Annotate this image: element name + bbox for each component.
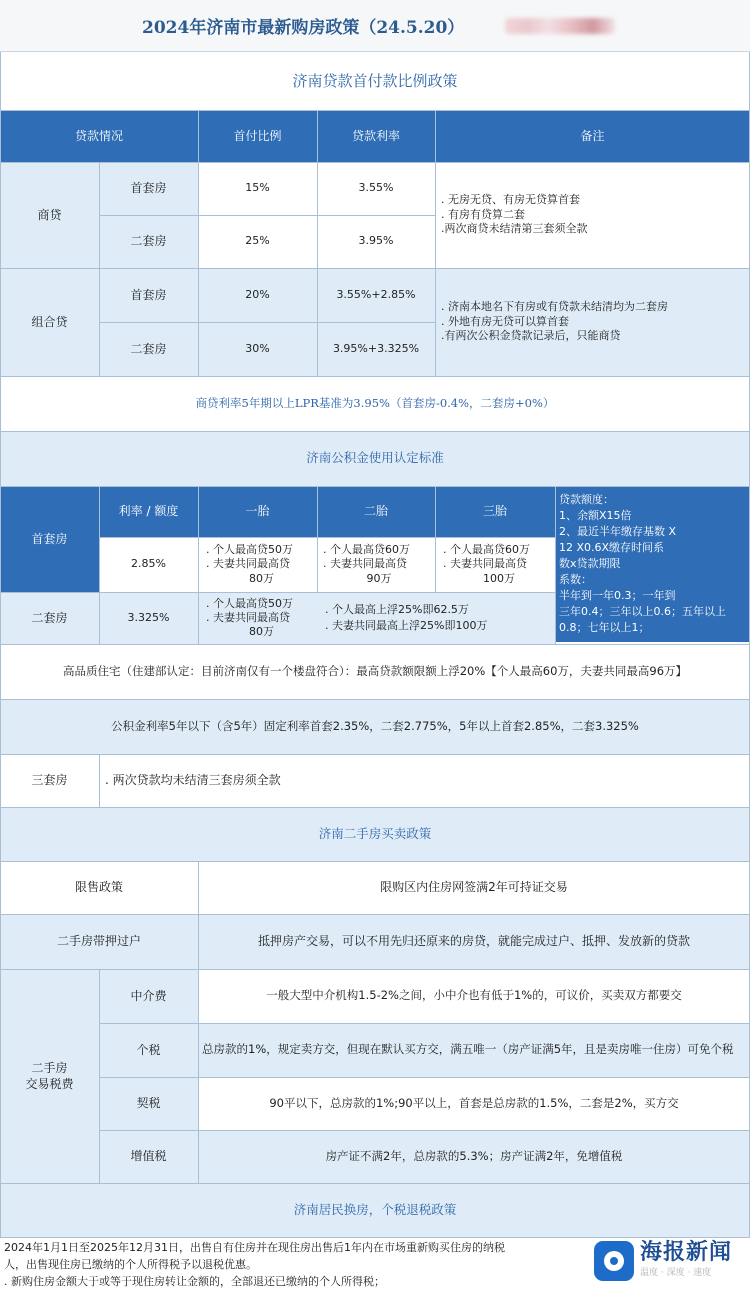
col-rate: 贷款利率 — [317, 110, 435, 162]
note-line: . 无房无贷、有房无贷算首套 — [441, 192, 580, 206]
section-loan-header: 济南贷款首付款比例政策 — [0, 52, 750, 110]
commercial-first-rate: 3.55% — [317, 162, 435, 215]
grid-line — [555, 486, 556, 644]
tax-vat-text: 房产证不满2年，总房款的5.3%；房产证满2年，免增值税 — [198, 1130, 750, 1183]
grid-line — [99, 486, 100, 644]
cell-line: . 夫妻共同最高贷 — [323, 557, 407, 571]
grid-line — [0, 431, 750, 432]
commercial-second-down: 25% — [198, 215, 317, 268]
combo-second-type: 二套房 — [99, 322, 198, 376]
cell-line: . 个人最高贷60万 — [443, 543, 530, 557]
cell-line: 100万 — [483, 571, 515, 585]
resale-limit-text: 限购区内住房网签满2年可持证交易 — [198, 861, 750, 914]
fund-first-child1 — [198, 537, 317, 592]
tax-income-label: 个税 — [99, 1023, 198, 1077]
commercial-first-down: 15% — [198, 162, 317, 215]
commercial-second-rate: 3.95% — [317, 215, 435, 268]
grid-line — [0, 861, 750, 862]
col-down-payment: 首付比例 — [198, 110, 317, 162]
lpr-note: 商贷利率5年期以上LPR基准为3.95%（首套房-0.4%，二套房+0%） — [0, 376, 750, 431]
col-loan-type: 贷款情况 — [0, 110, 198, 162]
tax-label-line: 交易税费 — [25, 1077, 74, 1091]
grid-line — [0, 162, 750, 163]
cell-line: 90万 — [366, 571, 392, 585]
cell-line: . 个人最高上浮25%即62.5万 — [325, 602, 469, 616]
grid-line — [99, 322, 435, 323]
blurred-watermark — [505, 18, 615, 34]
fund-second-child1 — [198, 592, 317, 644]
refund-text — [0, 1237, 750, 1291]
cell-line: . 个人最高贷50万 — [206, 543, 293, 557]
quota-line: 12 X0.6X缴存时间系 — [559, 541, 665, 555]
grid-line — [0, 807, 750, 808]
quota-line: 半年到一年0.3；一年到 — [559, 588, 676, 602]
col-third-child: 三胎 — [435, 486, 555, 537]
cell-line: . 夫妻共同最高贷 — [206, 557, 290, 571]
grid-line — [198, 110, 199, 376]
quality-housing-note: 高品质住宅（住建部认定：目前济南仅有一个楼盘符合）：最高贷款额限额上浮20%【个人最高60万，夫妻共同最高96万】 — [0, 644, 750, 699]
fund-first-label: 首套房 — [0, 486, 99, 592]
grid-line — [0, 969, 750, 970]
tax-group-label — [0, 969, 99, 1183]
combo-loan-label: 组合贷 — [0, 268, 99, 376]
tax-deed-label: 契税 — [99, 1077, 198, 1130]
tax-deed-text: 90平以下，总房款的1%;90平以上，首套是总房款的1.5%，二套是2%，买方交 — [198, 1077, 750, 1130]
grid-line — [198, 486, 199, 644]
mortgage-transfer-text: 抵押房产交易，可以不用先归还原来的房贷，就能完成过户、抵押、发放新的贷款 — [198, 914, 750, 969]
grid-line — [317, 486, 318, 592]
resale-limit-label: 限售政策 — [0, 861, 198, 914]
quota-line: 三年0.4；三年以上0.6；五年以上 — [559, 604, 726, 618]
grid-line — [99, 969, 100, 1183]
section-resale-header: 济南二手房买卖政策 — [0, 807, 750, 861]
cell-line: 80万 — [249, 625, 274, 639]
grid-line — [317, 110, 318, 376]
quota-line: 数x贷款期限 — [559, 557, 621, 571]
col-second-child: 二胎 — [317, 486, 435, 537]
grid-line — [0, 268, 750, 269]
refund-line: . 新购住房金额大于或等于现住房转让金额的，全部退还已缴纳的个人所得税； — [4, 1275, 385, 1288]
page-title-text: 2024年济南市最新购房政策（24.5.20） — [142, 18, 465, 38]
cell-line: . 个人最高贷50万 — [206, 596, 293, 610]
note-line: . 有房有贷算二套 — [441, 207, 525, 221]
grid-line — [99, 162, 100, 376]
fund-first-child3 — [435, 537, 555, 592]
grid-line — [0, 699, 750, 700]
cell-line: . 夫妻共同最高贷 — [206, 610, 290, 624]
grid-line — [0, 754, 750, 755]
note-line: .两次商贷未结清第三套须全款 — [441, 222, 588, 236]
commercial-first-type: 首套房 — [99, 162, 198, 215]
cell-line: . 个人最高贷60万 — [323, 543, 410, 557]
quota-line: 2、最近半年缴存基数 X — [559, 525, 677, 539]
refund-line: 人，出售现住房已缴纳的个人所得税予以退税优惠。 — [4, 1258, 257, 1271]
grid-line — [0, 110, 750, 111]
fund-first-rate: 2.85% — [99, 537, 198, 592]
col-notes: 备注 — [435, 110, 750, 162]
fund-rate-col: 利率 / 额度 — [99, 486, 198, 537]
combo-second-rate: 3.95%+3.325% — [317, 322, 435, 376]
quota-line: 0.8；七年以上1； — [559, 620, 650, 634]
cell-line: 80万 — [249, 571, 274, 585]
grid-line — [435, 110, 436, 376]
mortgage-transfer-label: 二手房带押过户 — [0, 914, 198, 969]
section-refund-header: 济南居民换房，个税退税政策 — [0, 1183, 750, 1237]
combo-first-down: 20% — [198, 268, 317, 322]
grid-line — [198, 861, 199, 1183]
quota-line: 贷款额度： — [559, 493, 614, 507]
col-first-child: 一胎 — [198, 486, 317, 537]
grid-line — [99, 1023, 750, 1024]
commercial-notes — [435, 162, 750, 268]
watermark-text — [640, 1240, 748, 1284]
commercial-loan-label: 商贷 — [0, 162, 99, 268]
grid-line — [0, 1237, 750, 1238]
grid-line — [0, 52, 1, 1237]
page-title — [0, 0, 750, 52]
note-line: .有两次公积金贷款记录后，只能商贷 — [441, 329, 621, 343]
combo-first-rate: 3.55%+2.85% — [317, 268, 435, 322]
third-house-text: . 两次贷款均未结清三套房须全款 — [99, 754, 750, 807]
watermark-name: 海报新闻 — [640, 1240, 733, 1265]
cell-line: . 夫妻共同最高贷 — [443, 557, 527, 571]
grid-line — [0, 376, 750, 377]
tax-income-text: 总房款的1%，规定卖方交，但现在默认买方交，满五唯一（房产证满5年，且是卖房唯一住房）可免个税 — [198, 1023, 750, 1077]
grid-line — [0, 914, 750, 915]
grid-line — [99, 754, 100, 807]
fund-first-child2 — [317, 537, 435, 592]
watermark-tagline: 温度 · 深度 · 速度 — [640, 1268, 712, 1278]
grid-line — [99, 1130, 750, 1131]
refund-line: 2024年1月1日至2025年12月31日，出售自有住房并在现住房出售后1年内在市场重新购买住房的纳税 — [4, 1241, 505, 1254]
fund-second-child23 — [317, 592, 555, 644]
fund-quota-box — [555, 486, 750, 642]
note-line: . 外地有房无贷可以算首套 — [441, 314, 569, 328]
fund-rate-note: 公积金利率5年以下（含5年）固定利率首套2.35%，二套2.775%，5年以上首套2.85%，二套3.325% — [0, 699, 750, 754]
grid-line — [99, 215, 435, 216]
quota-line: 1、余额X15倍 — [559, 509, 632, 523]
combo-first-type: 首套房 — [99, 268, 198, 322]
tax-agent-text: 一般大型中介机构1.5-2%之间，小中介也有低于1%的，可议价，买卖双方都要交 — [198, 969, 750, 1023]
quota-line: 系数： — [559, 572, 592, 586]
tax-agent-label: 中介费 — [99, 969, 198, 1023]
cell-line: . 夫妻共同最高上浮25%即100万 — [325, 619, 488, 632]
haibao-logo-icon — [594, 1241, 634, 1281]
combo-second-down: 30% — [198, 322, 317, 376]
third-house-label: 三套房 — [0, 754, 99, 807]
combo-notes — [435, 268, 750, 376]
grid-line — [435, 486, 436, 592]
grid-line — [99, 1077, 750, 1078]
note-line: . 济南本地名下有房或有贷款未结清均为二套房 — [441, 299, 668, 313]
grid-line — [0, 592, 555, 593]
tax-label-line: 二手房 — [31, 1060, 68, 1075]
grid-line — [99, 537, 555, 538]
section-fund-header: 济南公积金使用认定标准 — [0, 431, 750, 486]
commercial-second-type: 二套房 — [99, 215, 198, 268]
grid-line — [0, 1183, 750, 1184]
grid-line — [0, 486, 750, 487]
fund-second-rate: 3.325% — [99, 592, 198, 644]
fund-second-label: 二套房 — [0, 592, 99, 644]
grid-line — [0, 644, 750, 645]
tax-vat-label: 增值税 — [99, 1130, 198, 1183]
